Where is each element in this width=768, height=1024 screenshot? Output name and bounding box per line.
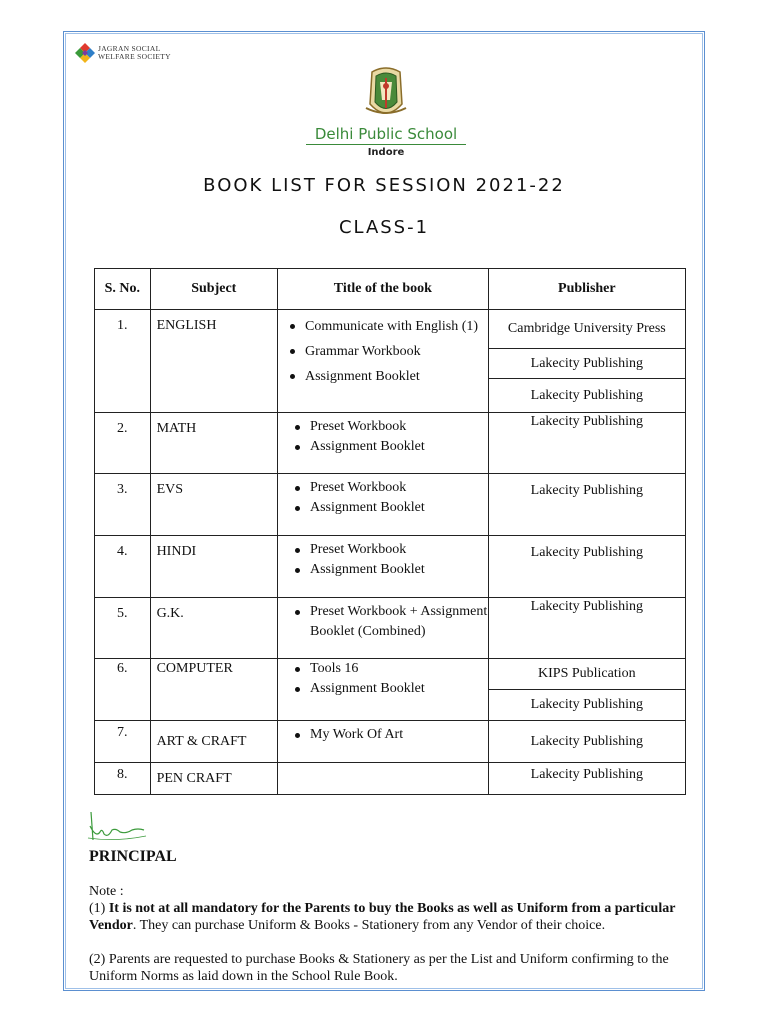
- row-subject: ENGLISH: [156, 318, 217, 333]
- publisher-entry: Lakecity Publishing: [530, 767, 644, 782]
- publisher-entry: Lakecity Publishing: [530, 483, 644, 498]
- row-subject: HINDI: [156, 544, 197, 559]
- row-subject: ART & CRAFT: [156, 733, 247, 749]
- society-name-line2: WELFARE SOCIETY: [98, 52, 171, 61]
- note-item-1-prefix: (1): [89, 901, 109, 916]
- principal-signature-icon: [86, 808, 150, 844]
- note-item-2: (2) Parents are requested to purchase Books & Stationery as per the List and Uniform confirming to the Uniform Norms as laid down in the School Rule Book.: [89, 952, 669, 984]
- school-name: Delhi Public School: [306, 125, 466, 145]
- book-title: Assignment Booklet: [305, 364, 488, 389]
- header-sno: S. No.: [95, 269, 151, 310]
- row-subject: G.K.: [156, 606, 184, 621]
- table-row: [95, 474, 686, 536]
- header-subject: Subject: [150, 269, 277, 310]
- table-row: [95, 598, 686, 659]
- class-title: CLASS-1: [338, 217, 430, 238]
- row-sno: 1.: [117, 318, 128, 333]
- book-title: Preset Workbook: [310, 478, 488, 498]
- note-item-1: [89, 900, 689, 934]
- publisher-entry: Lakecity Publishing: [489, 348, 685, 378]
- publisher-entry: Lakecity Publishing: [489, 378, 685, 412]
- table-row: [95, 763, 686, 795]
- book-title: Assignment Booklet: [310, 560, 488, 580]
- table-row: [95, 659, 686, 721]
- row-subject: PEN CRAFT: [156, 770, 232, 786]
- header-title: Title of the book: [278, 269, 489, 310]
- document-title: BOOK LIST FOR SESSION 2021-22: [203, 175, 565, 196]
- publisher-entry: Lakecity Publishing: [530, 733, 644, 749]
- book-title: Tools 16: [310, 659, 488, 679]
- note-label: Note :: [89, 884, 124, 899]
- publisher-entry: Lakecity Publishing: [530, 414, 644, 429]
- note-item-1-bold: It is not at all mandatory for the Parents to buy the Books as well as Uniform from a particular Vendor: [89, 901, 676, 933]
- society-diamond-icon: [74, 42, 96, 64]
- header-publisher: Publisher: [488, 269, 685, 310]
- publisher-entry: Lakecity Publishing: [530, 599, 644, 614]
- book-list-table: [94, 268, 686, 795]
- row-sno: 4.: [117, 544, 128, 559]
- book-title: Preset Workbook: [310, 417, 488, 437]
- table-row: [95, 536, 686, 598]
- book-title: Assignment Booklet: [310, 679, 488, 699]
- book-title: Grammar Workbook: [305, 339, 488, 364]
- row-sno: 5.: [117, 606, 128, 621]
- book-title: My Work Of Art: [310, 725, 488, 745]
- book-title: Assignment Booklet: [310, 437, 488, 457]
- school-city: Indore: [367, 147, 405, 158]
- publisher-entry: Cambridge University Press: [507, 321, 666, 336]
- society-logo: [74, 42, 171, 64]
- book-title: Communicate with English (1): [305, 314, 488, 339]
- book-title: Assignment Booklet: [310, 498, 488, 518]
- note-item-1-rest: . They can purchase Uniform & Books - Stationery from any Vendor of their choice.: [132, 918, 606, 933]
- table-header-row: [95, 269, 686, 310]
- book-title: Preset Workbook: [310, 540, 488, 560]
- school-logo: [306, 64, 466, 160]
- row-sno: 6.: [117, 661, 128, 676]
- table-row: [95, 721, 686, 763]
- row-sno: 2.: [117, 421, 128, 436]
- publisher-entry: Lakecity Publishing: [530, 545, 644, 560]
- row-subject: COMPUTER: [156, 661, 233, 676]
- table-row: [95, 413, 686, 474]
- notes-section: [89, 883, 689, 985]
- book-title: Preset Workbook + Assignment Booklet (Combined): [310, 602, 488, 642]
- row-subject: MATH: [156, 421, 197, 436]
- row-subject: EVS: [156, 482, 184, 497]
- publisher-entry: KIPS Publication: [538, 666, 636, 681]
- row-sno: 8.: [117, 767, 128, 782]
- school-crest-icon: [306, 64, 466, 124]
- table-row: [95, 310, 686, 413]
- principal-label: PRINCIPAL: [89, 848, 177, 865]
- society-name-line1: JAGRAN SOCIAL: [98, 44, 161, 53]
- row-sno: 3.: [117, 482, 128, 497]
- row-sno: 7.: [117, 725, 128, 740]
- publisher-entry: Lakecity Publishing: [489, 689, 685, 720]
